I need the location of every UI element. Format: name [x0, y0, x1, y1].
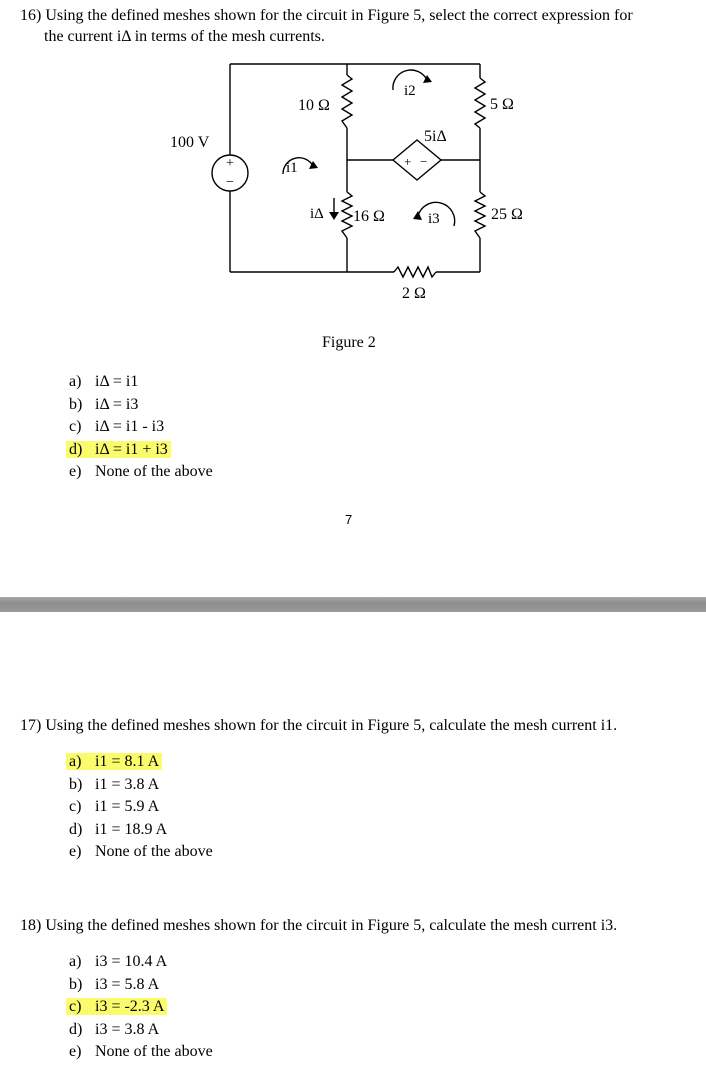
source-plus-sign: +	[226, 156, 234, 171]
q16-option-a[interactable]: a) iΔ = i1	[69, 373, 139, 390]
q18-option-c[interactable]: c) i3 = -2.3 A	[69, 996, 213, 1019]
label-2-ohm: 2 Ω	[402, 285, 426, 302]
question-18-options	[69, 951, 213, 1064]
q17-option-c[interactable]: c) i1 = 5.9 A	[69, 798, 160, 815]
label-mesh-1: i1	[286, 160, 298, 176]
dependent-source-diamond	[393, 140, 441, 180]
q16-option-b[interactable]: b) iΔ = i3	[69, 395, 139, 413]
q17-option-a[interactable]: a) i1 = 8.1 A	[69, 751, 213, 774]
dep-source-minus: −	[420, 154, 428, 169]
resistor-25-ohm	[475, 192, 485, 238]
i-delta-arrowhead	[329, 212, 339, 220]
label-5-ohm: 5 Ω	[490, 96, 514, 113]
circuit-figure	[0, 0, 706, 330]
resistor-2-ohm	[394, 267, 436, 277]
q17-option-e[interactable]: e) None of the above	[69, 843, 213, 860]
dep-source-plus: +	[404, 154, 412, 169]
question-17-options	[69, 751, 213, 864]
question-16-options	[69, 371, 213, 484]
label-dependent-source: 5iΔ	[424, 128, 447, 145]
label-16-ohm: 16 Ω	[353, 208, 385, 225]
resistor-10-ohm	[342, 75, 352, 128]
page-number: 7	[345, 512, 353, 527]
figure-caption: Figure 2	[322, 334, 376, 351]
q17-option-b[interactable]: b) i1 = 3.8 A	[69, 775, 160, 793]
q18-option-d[interactable]: d) i3 = 3.8 A	[69, 1020, 160, 1038]
q18-option-e[interactable]: e) None of the above	[69, 1043, 213, 1060]
mesh-3-arrowhead	[413, 211, 422, 220]
q16-option-d[interactable]: d) iΔ = i1 + i3	[69, 439, 213, 462]
q18-option-b[interactable]: b) i3 = 5.8 A	[69, 975, 160, 993]
source-minus-sign: −	[226, 175, 234, 190]
question-17-line-1: 17) Using the defined meshes shown for the circuit in Figure 5, calculate the mesh current i1.	[20, 717, 618, 734]
q16-option-e[interactable]: e) None of the above	[69, 463, 213, 480]
label-100v: 100 V	[170, 134, 210, 151]
q18-option-a[interactable]: a) i3 = 10.4 A	[69, 953, 168, 970]
question-16-line-2: the current iΔ in terms of the mesh currents.	[44, 28, 325, 45]
label-mesh-2: i2	[404, 83, 416, 99]
label-i-delta: iΔ	[310, 206, 324, 222]
question-16-line-1: 16) Using the defined meshes shown for the circuit in Figure 5, select the correct expression for	[20, 7, 633, 24]
question-18-text	[20, 915, 690, 936]
question-17-text	[20, 715, 690, 736]
page-divider	[0, 597, 706, 612]
label-25-ohm: 25 Ω	[491, 206, 523, 223]
q16-option-c[interactable]: c) iΔ = i1 - i3	[69, 418, 165, 435]
label-10-ohm: 10 Ω	[298, 97, 330, 114]
question-18-line-1: 18) Using the defined meshes shown for the circuit in Figure 5, calculate the mesh current i3.	[20, 917, 618, 934]
resistor-5-ohm	[475, 78, 485, 128]
label-mesh-3: i3	[428, 211, 440, 227]
resistor-16-ohm	[342, 192, 352, 238]
q17-option-d[interactable]: d) i1 = 18.9 A	[69, 820, 168, 838]
